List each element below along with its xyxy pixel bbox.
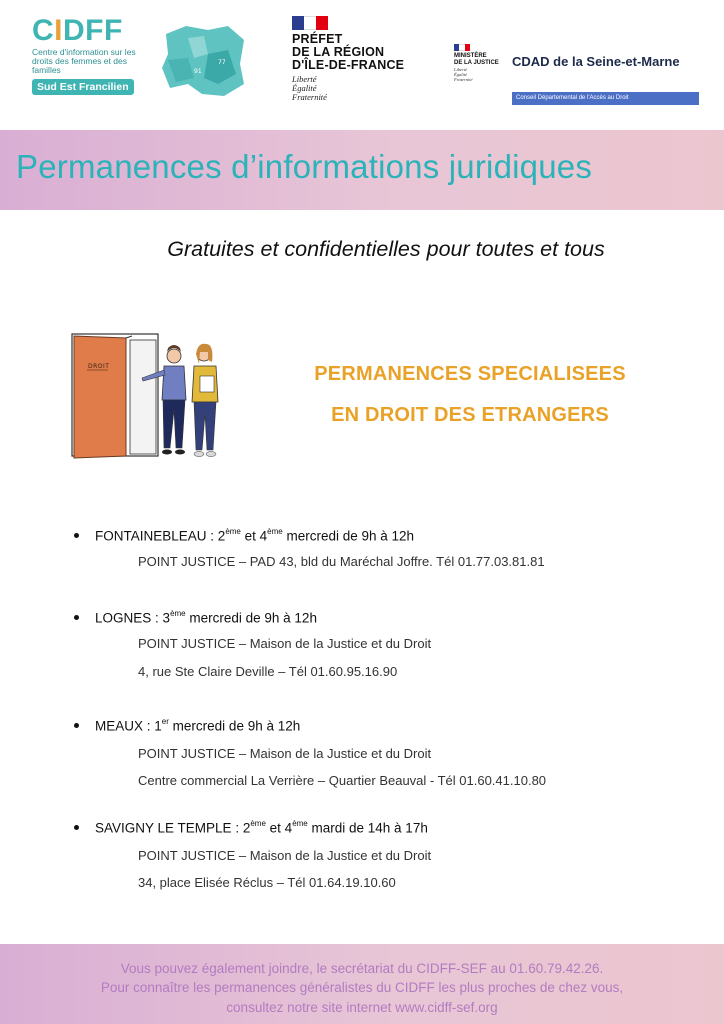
footer-banner [0,944,724,1024]
prefet-logo [292,16,422,102]
specialty-line-2: EN DROIT DES ETRANGERS [331,404,609,426]
header-logos [0,0,724,128]
cidff-name: CIDFF [32,14,123,47]
bullet-icon [74,723,79,728]
entry-address: POINT JUSTICE – Maison de la Justice et du Droit [138,848,432,863]
french-flag-icon [292,16,328,30]
specialty-line-1: PERMANENCES SPECIALISEES [314,363,626,385]
entry-heading: FONTAINEBLEAU : 2ème et 4ème mercredi de 9h à 12h [95,527,415,544]
page-subtitle: Gratuites et confidentielles pour toutes et tous [167,237,605,261]
justice-motto: Liberté Égalité Fraternité [454,67,473,82]
entry-address: POINT JUSTICE – Maison de la Justice et du Droit [138,746,432,761]
bullet-icon [74,615,79,620]
footer-line-3: consultez notre site internet www.cidff-sef.org [226,1000,498,1015]
justice-logo [454,44,510,82]
map-label-77: 77 [218,59,226,66]
entry-address: POINT JUSTICE – PAD 43, bld du Maréchal Joffre. Tél 01.77.03.81.81 [138,554,545,569]
page-title: Permanences d’informations juridiques [16,148,593,185]
bullet-icon [74,825,79,830]
cdad-logo: CDAD de la Seine-et-Marne [512,54,680,69]
entry-address: POINT JUSTICE – Maison de la Justice et du Droit [138,636,432,651]
entry-address: 4, rue Ste Claire Deville – Tél 01.60.95.16.90 [138,664,398,679]
cidff-description: Centre d'information sur les droits des femmes et des familles [32,47,136,75]
prefet-motto: Liberté Égalité Fraternité [292,74,327,102]
entry-heading: SAVIGNY LE TEMPLE : 2ème et 4ème mardi de 14h à 17h [95,819,428,836]
prefet-title: PRÉFET DE LA RÉGION D'ÎLE-DE-FRANCE [292,32,405,72]
map-label-91: 91 [194,68,202,75]
entry-address: 34, place Elisée Réclus – Tél 01.64.19.10.60 [138,875,396,890]
cidff-badge: Sud Est Francilien [32,79,134,95]
entry-address: Centre commercial La Verrière – Quartier Beauval - Tél 01.60.41.10.80 [138,773,547,788]
cidff-logo [32,16,156,95]
bullet-icon [74,533,79,538]
cdad-subtitle: Conseil Départemental de l'Accès au Droit [512,92,699,105]
footer-line-2: Pour connaître les permanences généralistes du CIDFF les plus proches de chez vous, [100,980,624,995]
title-banner [0,130,724,210]
entry-heading: LOGNES : 3ème mercredi de 9h à 12h [95,609,317,626]
footer-line-1: Vous pouvez également joindre, le secrétariat du CIDFF-SEF au 01.60.79.42.26. [120,961,604,976]
region-map-icon [158,24,246,98]
french-flag-small-icon [454,44,470,51]
entry-heading: MEAUX : 1er mercredi de 9h à 12h [95,717,301,734]
door-label: DROIT [88,363,110,370]
justice-title: MINISTÈRE DE LA JUSTICE [454,53,499,66]
door-people-illustration [70,330,230,464]
